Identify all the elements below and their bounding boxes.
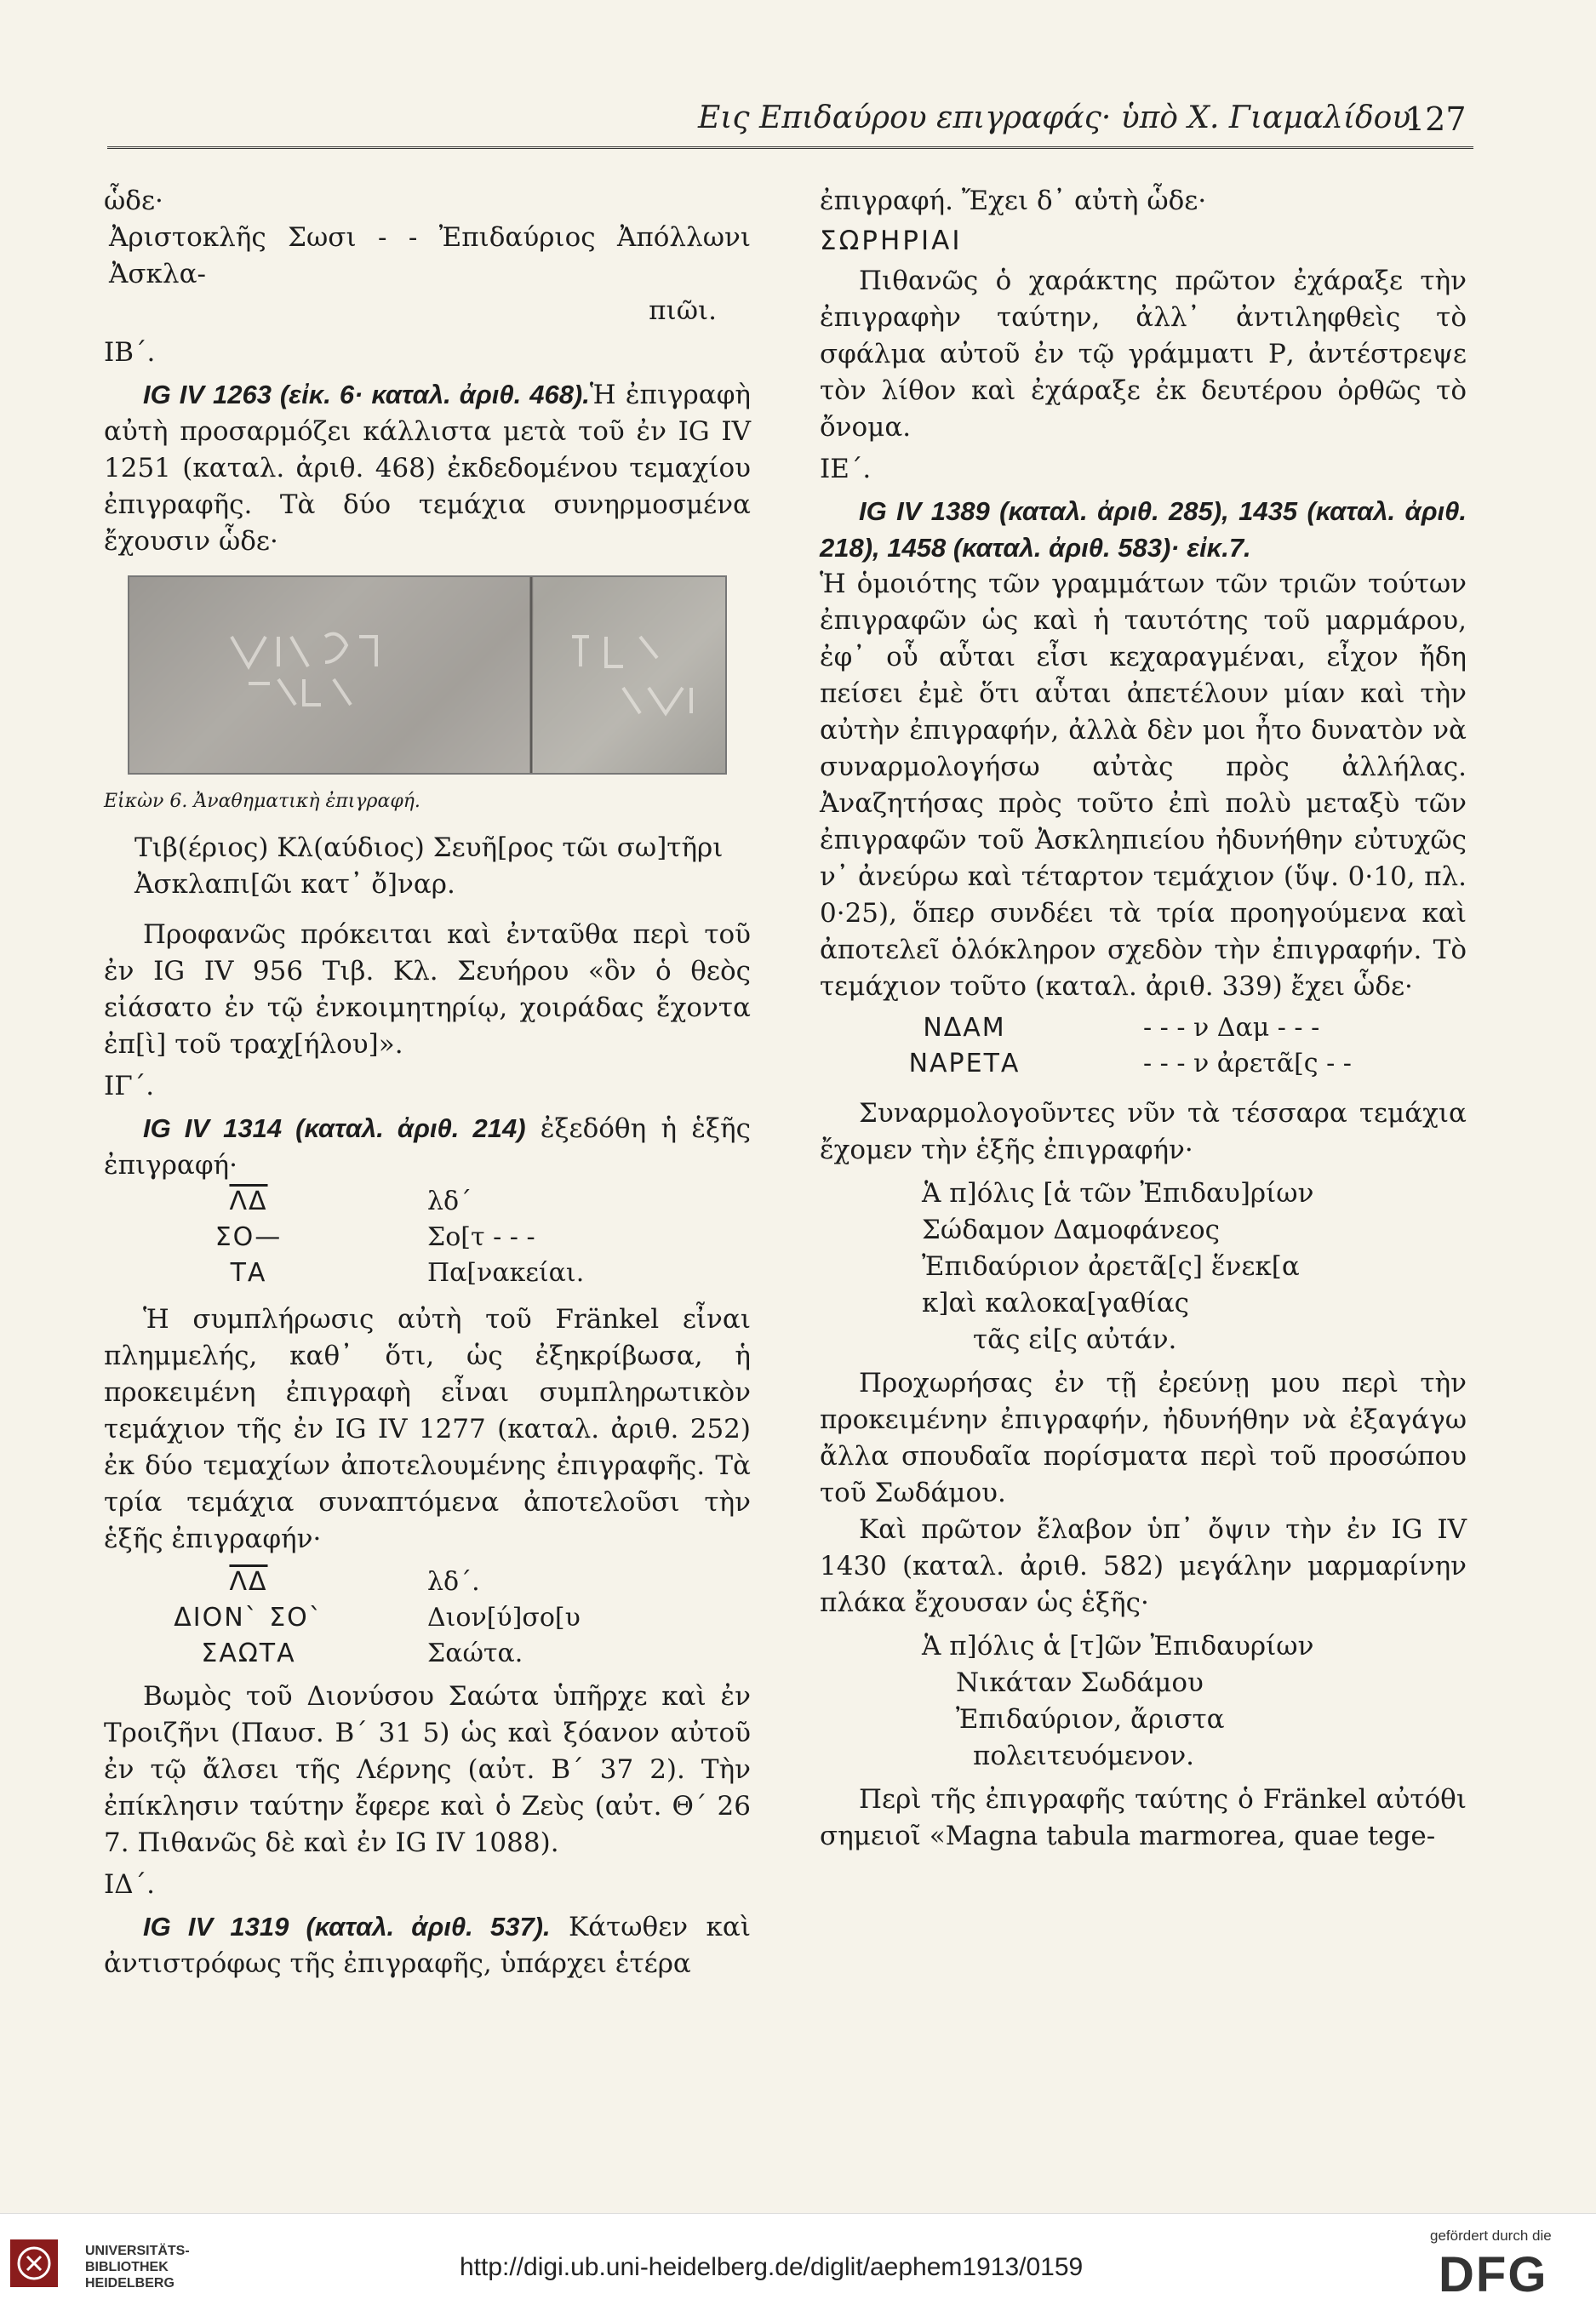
inscription-block xyxy=(922,1175,1467,1358)
left-column xyxy=(104,183,751,1982)
inscription-pair xyxy=(104,1220,751,1255)
inscription-pair xyxy=(820,1010,1467,1046)
permalink-url[interactable]: http://digi.ub.uni-heidelberg.de/diglit/aephem1913/0159 xyxy=(460,2253,1084,2281)
section-heading: IG IV 1263 (εἰκ. 6· καταλ. ἀριθ. 468). xyxy=(143,380,590,409)
running-header-title: Εις Επιδαύρου επιγραφάς· ὑπὸ Χ. Γιαμαλίδου. xyxy=(698,100,1421,135)
inscription-line: Ἀριστοκλῆς Σωσι - - Ἐπιδαύριος Ἀπόλλωνι Ἀσκλα- xyxy=(109,222,751,289)
inscription-line: Σώδαμον Δαμοφάνεος xyxy=(922,1215,1221,1245)
inscription-pair xyxy=(104,1600,751,1636)
paragraph: Συναρμολογοῦντες νῦν τὰ τέσσαρα τεμάχια ἔχομεν τὴν ἑξῆς ἐπιγραφήν· xyxy=(820,1098,1467,1165)
paragraph-text: Ἡ ἐπιγραφὴ αὐτὴ προσαρμόζει κάλλιστα μετὰ τοῦ ἐν IG IV 1251 (καταλ. ἀριθ. 468) ἐκδεδομένου τεμαχίου ἐπιγραφῆς. Τὰ δύο τεμάχια συνηρμοσμένα ἔχουσιν ὧδε· xyxy=(104,380,751,557)
university-library-name[interactable] xyxy=(85,2243,190,2291)
inscription-line: Ἀσκλαπι[ῶι κατ᾽ ὄ]ναρ. xyxy=(134,869,455,900)
inscription-transcription: λδ΄ xyxy=(427,1187,472,1216)
inscription-majuscule: ΣΟ— xyxy=(215,1222,283,1252)
section-heading: IG IV 1314 (καταλ. ἀριθ. 214) xyxy=(143,1113,526,1143)
paragraph-text: ἐξεδόθη ἡ ἑξῆς ἐπιγραφή· xyxy=(104,1113,751,1181)
dfg-logo[interactable]: DFG xyxy=(1439,2247,1548,2302)
inscription-majuscule: $\overline{\Lambda\Delta}$ xyxy=(229,1567,268,1597)
inscription-line: Νικάταν Σωδάμου xyxy=(956,1667,1204,1698)
inscription-transcription: Σαώτα. xyxy=(427,1639,523,1668)
inscription-majuscule: ΣΑΩΤΑ xyxy=(201,1639,296,1668)
inscription-transcription: Σο[τ - - - xyxy=(427,1222,535,1252)
paragraph: ὧδε· xyxy=(104,186,163,216)
inscription-pair xyxy=(820,1046,1467,1082)
inscription-majuscule: ΣΩΡΗΡΙΑΙ xyxy=(820,226,963,256)
section-number: ΙΒ΄. xyxy=(104,337,156,368)
paragraph xyxy=(104,1908,751,1982)
viewer-footer xyxy=(0,2213,1596,2305)
inscription-line: Ἁ π]όλις [ἁ τῶν Ἐπιδαυ]ρίων xyxy=(922,1178,1314,1209)
figure-caption: Εἰκὼν 6. Ἀναθηματικὴ ἐπιγραφή. xyxy=(104,791,420,812)
inscription-majuscule: ΤΑ xyxy=(230,1258,267,1288)
inscription-line: τᾶς εἰ[ς αὐτάν. xyxy=(973,1324,1177,1355)
section-number: ΙΔ΄. xyxy=(104,1869,155,1900)
inscription-majuscule: ΝΑΡΕΤΑ xyxy=(908,1049,1021,1078)
inscription-pair xyxy=(104,1636,751,1672)
inscription-transcription: Διον[ύ]σο[υ xyxy=(427,1603,581,1633)
inscription-majuscule: ΝΔΑΜ xyxy=(923,1013,1006,1043)
inscription-transcription: - - - ν Δαμ - - - xyxy=(1143,1013,1320,1043)
inscription-majuscule: $\overline{\Lambda\Delta}$ xyxy=(229,1187,268,1216)
inscription-block xyxy=(922,1628,1467,1775)
section-number: ΙΓ΄. xyxy=(104,1071,155,1101)
paragraph: Ἡ συμπλήρωσις αὐτὴ τοῦ Fränkel εἶναι πλημμελής, καθ᾽ ὅτι, ὡς ἐξηκρίβωσα, ἡ προκειμένη ἐπιγραφὴ εἶναι συμπληρωτικὸν τεμάχιον τῆς ἐν IG IV 1277 (καταλ. ἀριθ. 252) ἐκ δύο τεμαχίων ἀποτελουμένης ἐπιγραφῆς. Τὰ τρία τεμάχια συναπτόμενα ἀποτελοῦσι τὴν ἑξῆς ἐπιγραφήν· xyxy=(104,1304,751,1554)
inscription-line: κ]αὶ καλοκα[γαθίας xyxy=(922,1288,1190,1318)
funding-label: gefördert durch die xyxy=(1430,2228,1552,2244)
paragraph: Βωμὸς τοῦ Διονύσου Σαώτα ὑπῆρχε καὶ ἐν Τροιζῆνι (Παυσ. Β΄ 31 5) ὡς καὶ ξόανον αὐτοῦ ἐν τῷ ἄλσει τῆς Λέρνης (αὐτ. Β΄ 37 2). Τὴν ἐπίκλησιν ταύτην ἔφερε καὶ ὁ Ζεὺς (αὐτ. Θ΄ 26 7. Πιθανῶς δὲ καὶ ἐν IG IV 1088). xyxy=(104,1681,751,1858)
university-seal-icon xyxy=(9,2238,77,2289)
header-rule xyxy=(107,146,1473,149)
inscription-pair xyxy=(104,1564,751,1600)
right-column xyxy=(820,183,1467,1855)
inscription-photo xyxy=(128,575,727,775)
inscription-line: πολειτευόμενον. xyxy=(973,1741,1195,1771)
inscription-line: Ἁ π]όλις ἁ [τ]ῶν Ἐπιδαυρίων xyxy=(922,1631,1314,1662)
stone-fragment-illustration xyxy=(129,577,725,773)
paragraph: Προχωρήσας ἐν τῇ ἐρεύνῃ μου περὶ τὴν προκειμένην ἐπιγραφήν, ἠδυνήθην νὰ ἐξαγάγω ἄλλα σπουδαῖα πορίσματα περὶ τοῦ προσώπου τοῦ Σωδάμου. xyxy=(820,1368,1467,1508)
paragraph xyxy=(104,376,751,560)
inscription-transcription: - - - ν ἀρετᾶ[ς - - xyxy=(1143,1049,1352,1078)
inscription-pair xyxy=(104,1255,751,1291)
inscription-line: πιῶι. xyxy=(649,295,717,326)
section-heading: IG IV 1319 (καταλ. ἀριθ. 537). xyxy=(143,1912,551,1942)
paragraph: Προφανῶς πρόκειται καὶ ἐνταῦθα περὶ τοῦ ἐν IG IV 956 Τιβ. Κλ. Σευήρου «ὃν ὁ θεὸς εἰάσατο ἐν τῷ ἐνκοιμητηρίῳ, χοιράδας ἔχοντα ἐπ[ὶ] τοῦ τραχ[ήλου]». xyxy=(104,919,751,1060)
inscription-line: Τιβ(έριος) Κλ(αύδιος) Σευῆ[ρος τῶι σω]τῆρι xyxy=(134,832,724,863)
inscription-pair xyxy=(104,1184,751,1220)
paragraph xyxy=(104,1110,751,1184)
university-name-line: BIBLIOTHEK xyxy=(85,2260,169,2274)
paragraph: ἐπιγραφή. Ἔχει δ᾽ αὐτὴ ὧδε· xyxy=(820,186,1207,216)
page-number: 127 xyxy=(1404,100,1467,138)
paragraph-text: Κάτωθεν καὶ ἀντιστρόφως τῆς ἐπιγραφῆς, ὑπάρχει ἑτέρα xyxy=(104,1912,751,1979)
paragraph: Καὶ πρῶτον ἔλαβον ὑπ᾽ ὄψιν τὴν ἐν IG IV 1430 (καταλ. ἀριθ. 582) μεγάλην μαρμαρίνην πλάκα ἔχουσαν ὡς ἑξῆς· xyxy=(820,1514,1467,1618)
inscription-transcription: λδ΄. xyxy=(427,1567,480,1597)
paragraph: Ἡ ὁμοιότης τῶν γραμμάτων τῶν τριῶν τούτων ἐπιγραφῶν ὡς καὶ ἡ ταυτότης τοῦ μαρμάρου, ἐφ᾽ οὗ αὗται εἶσι κεχαραγμέναι, εἶχον ἤδη πείσει ἐμὲ ὅτι αὗται ἀπετέλουν μίαν καὶ τὴν αὐτὴν ἐπιγραφήν, ἀλλὰ δὲν μοι ἦτο δυνατὸν νὰ συναρμολογήσω αὐτὰς πρὸς ἀλλήλας. Ἀναζητήσας πρὸς τοῦτο ἐπὶ πολὺ μεταξὺ τῶν ἐπιγραφῶν τοῦ Ἀσκληπιείου ἠδυνήθην εὐτυχῶς ν᾽ ἀνεύρω καὶ τέταρτον τεμάχιον (ὕψ. 0·10, πλ. 0·25), ὅπερ συνδέει τὰ τρία προηγούμενα καὶ ἀποτελεῖ ὁλόκληρον σχεδὸν τὴν ἐπιγραφήν. Τὸ τεμάχιον τοῦτο (καταλ. ἀριθ. 339) ἔχει ὧδε· xyxy=(820,569,1467,1002)
university-name-line: HEIDELBERG xyxy=(85,2276,174,2291)
inscription-transcription: Πα[νακείαι. xyxy=(427,1258,585,1288)
university-name-line: UNIVERSITÄTS- xyxy=(85,2244,190,2258)
paragraph: Περὶ τῆς ἐπιγραφῆς ταύτης ὁ Fränkel αὐτόθι σημειοῖ «Magna tabula marmorea, quae tege- xyxy=(820,1784,1467,1851)
paragraph: Πιθανῶς ὁ χαράκτης πρῶτον ἐχάραξε τὴν ἐπιγραφὴν ταύτην, ἀλλ᾽ ἀντιληφθεὶς τὸ σφάλμα αὐτοῦ ἐν τῷ γράμματι Ρ, ἀντέστρεψε τὸν λίθον καὶ ἐχάραξε ἐκ δευτέρου ὀρθῶς τὸ ὄνομα. xyxy=(820,266,1467,443)
section-number: ΙΕ΄. xyxy=(820,454,872,484)
inscription-line: Ἐπιδαύριον, ἄριστα xyxy=(956,1704,1225,1735)
inscription-majuscule: ΔΙΟΝ` ΣΟ` xyxy=(174,1603,323,1633)
section-heading: IG IV 1389 (καταλ. ἀριθ. 285), 1435 (καταλ. ἀριθ. 218), 1458 (καταλ. ἀριθ. 583)· εἰκ.7. xyxy=(820,496,1467,563)
inscription-line: Ἐπιδαύριον ἀρετᾶ[ς] ἕνεκ[α xyxy=(922,1251,1300,1282)
